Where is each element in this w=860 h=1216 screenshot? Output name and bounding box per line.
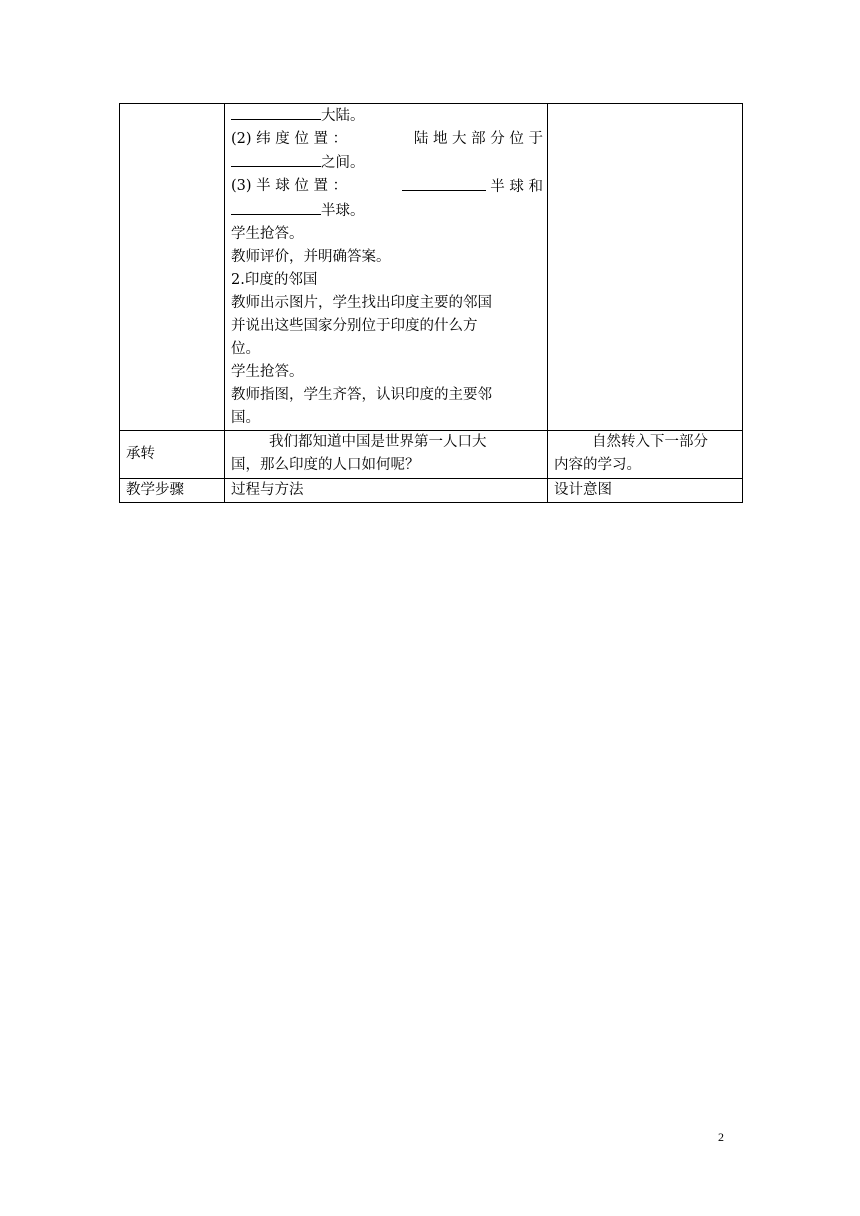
text: 半 球 和: [490, 179, 543, 195]
fill-blank: [231, 151, 321, 167]
intent-cell: [548, 431, 743, 479]
text-line: 国。: [231, 410, 260, 426]
text: 之间。: [321, 155, 365, 171]
text-line: [231, 104, 543, 128]
text-line: 教师指图，学生齐答，认识印度的主要邻: [231, 387, 492, 403]
text: 半球。: [321, 203, 365, 219]
text-line: 位。: [231, 341, 260, 357]
header-cell: 教学步骤: [120, 479, 225, 503]
text: (2) 纬 度 位 置 ：: [231, 131, 348, 147]
intent-cell: [548, 104, 743, 431]
text: 自然转入下一部分: [592, 434, 708, 450]
fill-blank: [231, 104, 321, 120]
page-number: 2: [718, 1130, 724, 1144]
fill-blank: [231, 199, 321, 215]
text: 我们都知道中国是世界第一人口大: [269, 434, 487, 450]
text-line: 教师评价，并明确答案。: [231, 249, 391, 265]
text-line: 教师出示图片，学生找出印度主要的邻国: [231, 295, 492, 311]
text: 大陆。: [321, 108, 365, 124]
text-line: [231, 199, 543, 223]
process-cell: [225, 104, 548, 431]
fill-blank: [402, 175, 486, 191]
lesson-table: [119, 103, 743, 503]
step-cell: 承转: [120, 431, 225, 479]
header-cell: 过程与方法: [225, 479, 548, 503]
text-line: 学生抢答。: [231, 226, 304, 242]
text-line: [231, 431, 543, 454]
text-line: [231, 175, 543, 199]
header-cell: 设计意图: [548, 479, 743, 503]
text: 陆 地 大 部 分 位 于: [413, 131, 543, 147]
text-line: 并说出这些国家分别位于印度的什么方: [231, 318, 478, 334]
text-line: [231, 151, 543, 175]
section-heading: 2.印度的邻国: [231, 272, 318, 288]
table-row: [120, 431, 743, 479]
process-cell: [225, 431, 548, 479]
step-cell: [120, 104, 225, 431]
text-line: 国，那么印度的人口如何呢？: [231, 457, 420, 473]
table-row: [120, 479, 743, 503]
text-line: [554, 431, 738, 454]
text: (3) 半 球 位 置 ：: [231, 178, 348, 194]
text-line: 内容的学习。: [554, 457, 641, 473]
table-row: [120, 104, 743, 431]
text-line: [231, 128, 543, 151]
text-line: 学生抢答。: [231, 364, 304, 380]
